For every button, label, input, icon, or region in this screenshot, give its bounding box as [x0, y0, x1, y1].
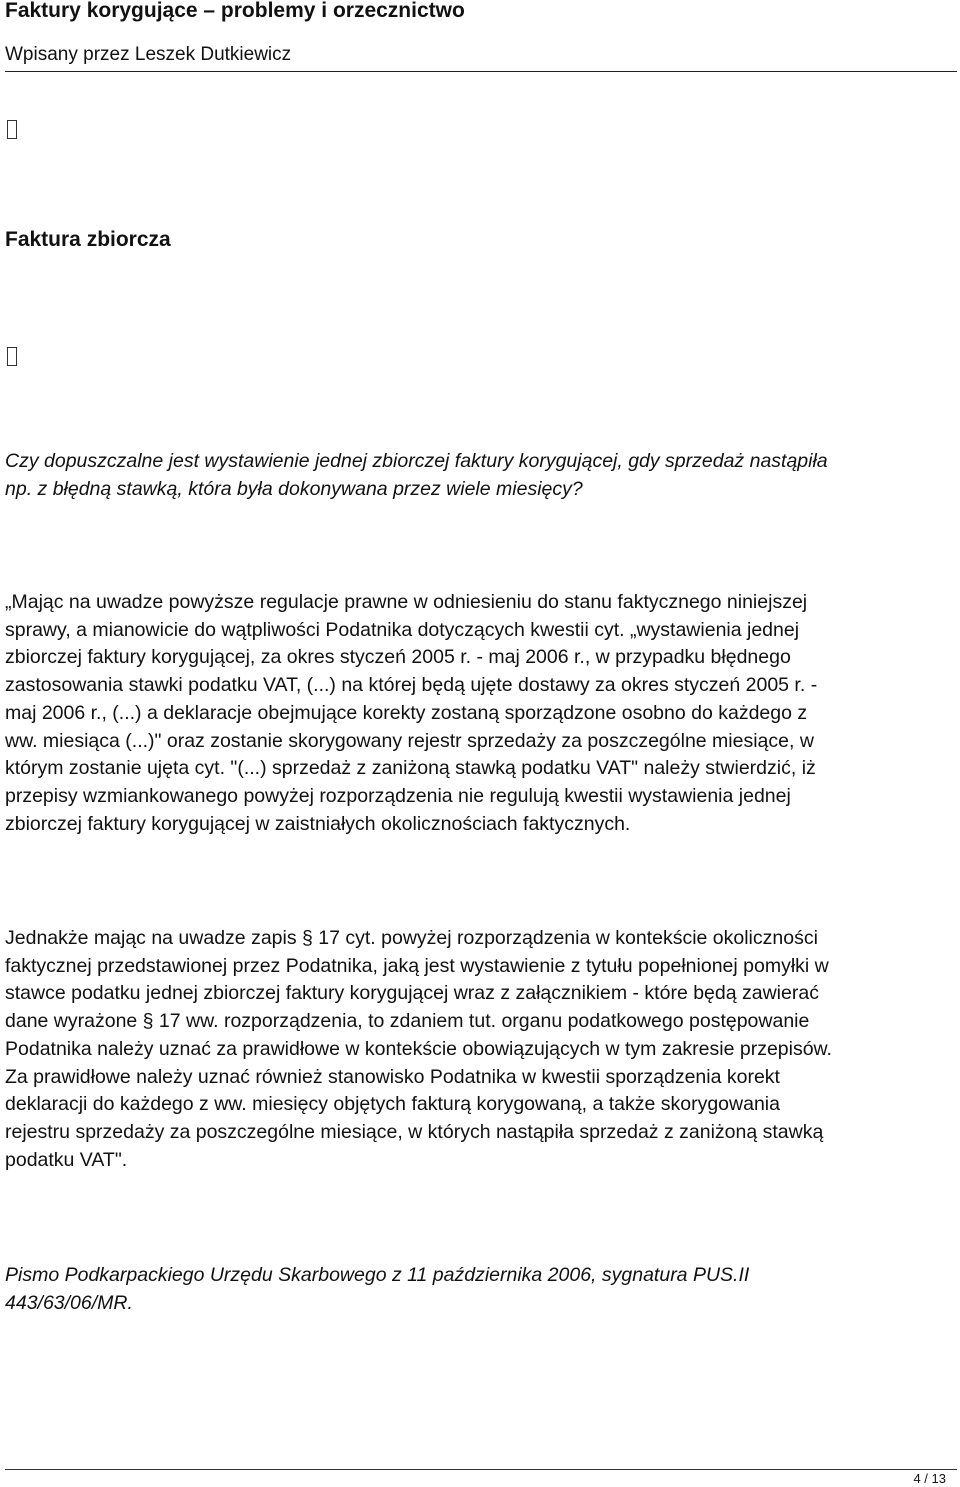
- text-line: dane wyrażone § 17 ww. rozporządzenia, to zdaniem tut. organu podatkowego postępowanie: [5, 1010, 810, 1033]
- text-line: zbiorczej faktury korygującej, za okres styczeń 2005 r. - maj 2006 r., w przypadku błędnego: [5, 646, 791, 669]
- text-line: deklaracji do każdego z ww. miesięcy objętych fakturą korygowaną, a także skorygowania: [5, 1093, 780, 1116]
- text-line: Czy dopuszczalne jest wystawienie jednej zbiorczej faktury korygującej, gdy sprzedaż nastąpiła: [5, 450, 828, 472]
- text-line: faktycznej przedstawionej przez Podatnika, jaką jest wystawienie z tytułu popełnionej pomyłki w: [5, 954, 829, 977]
- text-line: stawce podatku jednej zbiorczej faktury korygującej wraz z załącznikiem - które będą zawierać: [5, 982, 819, 1005]
- section-heading: Faktura zbiorcza: [5, 228, 171, 251]
- text-line: Jednakże mając na uwadze zapis § 17 cyt. powyżej rozporządzenia w kontekście okoliczności: [5, 927, 818, 949]
- text-line: zastosowania stawki podatku VAT, (...) na której będą ujęte dostawy za okres styczeń 2005 r. -: [5, 674, 818, 697]
- text-line: Podatnika należy uznać za prawidłowe w kontekście obowiązujących w tym zakresie przepisów.: [5, 1037, 832, 1060]
- text-line: rejestru sprzedaży za poszczególne miesiące, w których nastąpiła sprzedaż z zaniżoną stawką: [5, 1120, 824, 1143]
- header-divider: [5, 71, 957, 72]
- missing-glyph-icon: [7, 347, 17, 366]
- missing-glyph-icon: [7, 120, 17, 139]
- text-line: 443/63/06/MR.: [5, 1291, 133, 1314]
- text-line: Za prawidłowe należy uznać również stanowisko Podatnika w kwestii sporządzenia korekt: [5, 1065, 780, 1088]
- text-line: którym zostanie ujęta cyt. "(...) sprzedaż z zaniżoną stawką podatku VAT" należy stwierdzić, iż: [5, 757, 816, 780]
- document-title: Faktury korygujące – problemy i orzecznictwo: [5, 0, 465, 22]
- text-line: „Mając na uwadze powyższe regulacje prawne w odniesieniu do stanu faktycznego niniejszej: [5, 591, 808, 613]
- answer-paragraph-1: [5, 589, 955, 838]
- footer-divider: [5, 1469, 957, 1470]
- text-line: maj 2006 r., (...) a deklaracje obejmujące korekty zostaną sporządzone osobno do każdego z: [5, 701, 808, 724]
- author-line: Wpisany przez Leszek Dutkiewicz: [5, 44, 292, 65]
- text-line: sprawy, a mianowicie do wątpliwości Podatnika dotyczących kwestii cyt. „wystawienia jednej: [5, 618, 800, 641]
- question-paragraph: [5, 448, 955, 503]
- text-line: podatku VAT".: [5, 1148, 128, 1171]
- page-number: 4 / 13: [913, 1471, 946, 1486]
- answer-paragraph-2: [5, 925, 955, 1174]
- source-citation: [5, 1262, 955, 1317]
- text-line: Pismo Podkarpackiego Urzędu Skarbowego z 11 października 2006, sygnatura PUS.II: [5, 1264, 750, 1286]
- text-line: np. z błędną stawką, która była dokonywana przez wiele miesięcy?: [5, 477, 583, 500]
- text-line: przepisy wzmiankowanego powyżej rozporządzenia nie regulują kwestii wystawienia jednej: [5, 784, 791, 807]
- text-line: zbiorczej faktury korygującej w zaistniałych okolicznościach faktycznych.: [5, 812, 631, 835]
- text-line: ww. miesiąca (...)" oraz zostanie skorygowany rejestr sprzedaży za poszczególne miesiące, w: [5, 729, 814, 752]
